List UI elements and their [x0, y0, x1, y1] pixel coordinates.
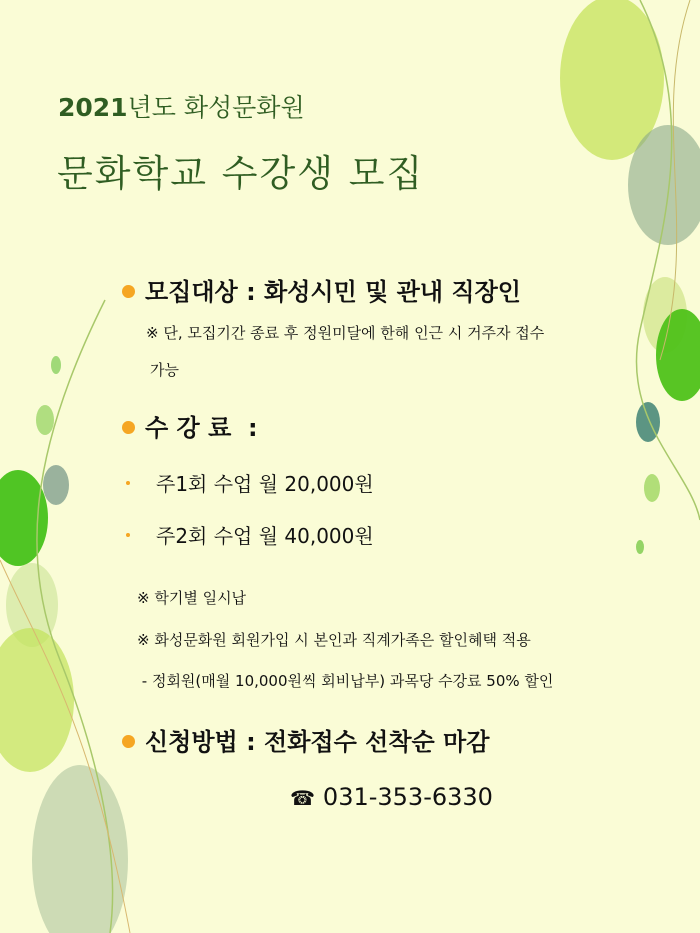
apply-heading: 신청방법 : 전화접수 선착순 마감 — [145, 728, 490, 756]
bullet-icon — [122, 285, 135, 298]
main-title: 문화학교 수강생 모집 — [57, 152, 425, 195]
target-heading-row — [122, 272, 521, 307]
fee-heading: 수 강 료 : — [145, 414, 258, 442]
telephone-icon: ☎ — [290, 786, 315, 810]
fee-heading-row — [122, 408, 258, 443]
fee-note-semester: ※ 학기별 일시납 — [137, 589, 247, 607]
small-bullet-icon — [126, 533, 130, 537]
organization-name: 년도 화성문화원 — [127, 93, 305, 122]
fee-item — [126, 468, 374, 497]
target-heading: 모집대상 : 화성시민 및 관내 직장인 — [145, 278, 521, 306]
year-title — [58, 88, 305, 124]
year-number: 2021 — [58, 93, 128, 122]
apply-heading-row — [122, 722, 489, 757]
fee-item — [126, 520, 374, 549]
phone-number: 031-353-6330 — [322, 783, 493, 811]
fee-note-regular-member: - 정회원(매월 10,000원씩 회비납부) 과목당 수강료 50% 할인 — [137, 672, 554, 690]
target-note-line2: 가능 — [150, 361, 179, 379]
small-bullet-icon — [126, 481, 130, 485]
fee-item-text: 주2회 수업 월 40,000원 — [156, 524, 374, 548]
target-note-line1: ※ 단, 모집기간 종료 후 정원미달에 한해 인근 시 거주자 접수 — [146, 324, 545, 342]
bullet-icon — [122, 735, 135, 748]
fee-item-text: 주1회 수업 월 20,000원 — [156, 472, 374, 496]
phone-row — [290, 783, 493, 811]
bullet-icon — [122, 421, 135, 434]
fee-note-member: ※ 화성문화원 회원가입 시 본인과 직계가족은 할인혜택 적용 — [137, 631, 531, 649]
